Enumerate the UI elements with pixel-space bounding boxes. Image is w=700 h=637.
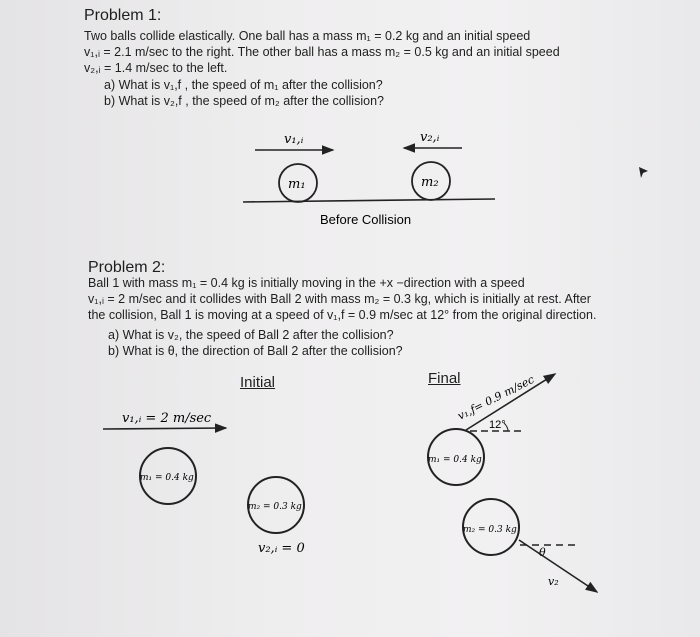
problem2-title: Problem 2: [88, 259, 166, 276]
before-collision-caption: Before Collision [320, 212, 412, 227]
v1-initial-speed-label: v₁,ᵢ = 2 m/sec [122, 411, 212, 426]
ball1-final-mass: m₁ = 0.4 kg [428, 455, 482, 465]
v1-final-label: v₁,f [455, 402, 478, 423]
v2-final-label: v₂ [548, 575, 559, 588]
problem1-question-b: b) What is v₂,f , the speed of m₂ after the collision? [104, 94, 384, 108]
ball2-initial-mass: m₂ = 0.3 kg [248, 502, 302, 512]
ball1-initial-mass: m₁ = 0.4 kg [140, 473, 194, 483]
problem1-line2: v₁,ᵢ = 2.1 m/sec to the right. The other ball has a mass m₂ = 0.5 kg and an initial speed [84, 45, 560, 59]
problem1-title: Problem 1: [84, 7, 162, 24]
problem1-line1: Two balls collide elastically. One ball has a mass m₁ = 0.2 kg and an initial speed [84, 29, 531, 43]
problem1-question-a: a) What is v₁,f , the speed of m₁ after the collision? [104, 78, 383, 92]
angle-12-label: 12° [489, 419, 506, 431]
v1-initial-label: v₁,ᵢ [284, 132, 304, 147]
v2-initial-label: v₂,ᵢ [420, 130, 440, 145]
problem1-line3: v₂,ᵢ = 1.4 m/sec to the left. [84, 61, 228, 75]
problem2-question-a: a) What is v₂, the speed of Ball 2 after the collision? [108, 328, 394, 342]
problem2-line1: Ball 1 with mass m₁ = 0.4 kg is initially moving in the +x −direction with a speed [88, 276, 525, 290]
ball2-final-mass: m₂ = 0.3 kg [463, 525, 517, 535]
m1-label: m₁ [288, 177, 306, 192]
initial-heading: Initial [240, 374, 276, 391]
v1-final-value: = 0.9 m/sec [471, 372, 537, 415]
problem2-line3: the collision, Ball 1 is moving at a speed of v₁,f = 0.9 m/sec at 12° from the original direction. [88, 308, 597, 322]
final-heading: Final [428, 370, 461, 387]
theta-label: θ [539, 546, 546, 559]
ground-line [243, 199, 495, 202]
problem2-line2: v₁,ᵢ = 2 m/sec and it collides with Ball 2 with mass m₂ = 0.3 kg, which is initially at rest. After [88, 292, 591, 306]
cursor-arrow-icon [639, 167, 648, 178]
m2-label: m₂ [421, 175, 439, 190]
v2-initial-speed-label: v₂,ᵢ = 0 [258, 541, 305, 556]
problem2-question-b: b) What is θ, the direction of Ball 2 after the collision? [108, 344, 403, 358]
v1-initial-arrow-p2 [103, 428, 226, 429]
